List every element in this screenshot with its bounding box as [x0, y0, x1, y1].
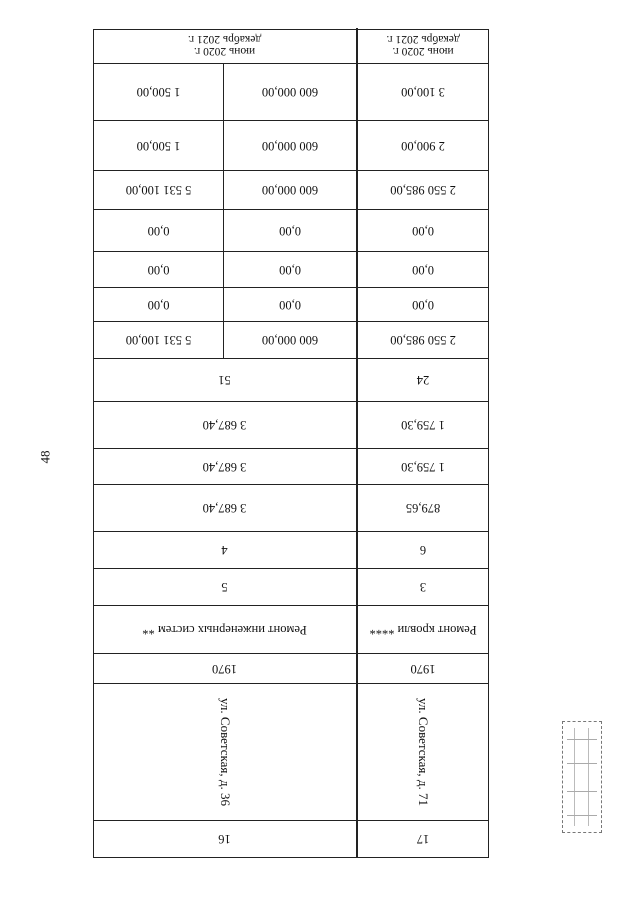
table-row-address	[94, 684, 488, 821]
cell-unit-b-16: 600 000,00	[223, 121, 357, 170]
table-row-number	[94, 821, 488, 857]
cell-area-a-17: 879,65	[357, 485, 488, 531]
cell-total-a-16: 5 531 100,00	[125, 333, 192, 348]
cell-area-b-16: 3 687,40	[93, 449, 357, 484]
cell-total-b-16: 600 000,00	[223, 322, 357, 358]
table-row-area-residential	[94, 402, 488, 449]
cell-work-16: Ремонт инженерных систем **	[93, 606, 357, 653]
cell-cost-a-16: 5 531 100,00	[125, 183, 192, 198]
cell-unit-a-16: 1 500,00	[136, 139, 181, 153]
address-text: ул. Советская, д. 36	[217, 697, 233, 807]
cell-year-17: 1970	[357, 654, 488, 683]
cell-cost-b-16: 600 000,00	[223, 171, 357, 209]
table-row-work-type	[94, 606, 488, 654]
table-row-year	[94, 654, 488, 684]
period-start: июнь 2020 г.	[193, 45, 256, 58]
cell-residents-17: 24	[357, 359, 488, 401]
address-text: ул. Советская, д. 71	[416, 697, 432, 807]
table-row-area-total	[94, 485, 488, 532]
cell-limit-a-16: 1 500,00	[136, 85, 181, 100]
table-row-residents	[94, 359, 488, 402]
cell-entrances-16: 4	[93, 532, 357, 568]
cell-num-16: 16	[93, 821, 357, 857]
table-row-fund-2	[94, 252, 488, 288]
table-row-area-living	[94, 449, 488, 485]
table-row-unit-cost	[94, 121, 488, 171]
cell-area-c-16: 3 687,40	[93, 402, 357, 448]
cell-year-16: 1970	[93, 654, 357, 683]
cell-z1-17: 0,00	[357, 288, 488, 321]
table-row-fund-1	[94, 288, 488, 322]
cell-address-17	[357, 684, 488, 820]
table-row-limit-cost	[94, 64, 488, 121]
period-end: декабрь 2021 г.	[187, 33, 262, 46]
cell-z3-17: 0,00	[357, 210, 488, 251]
cell-area-c-17: 1 759,30	[357, 402, 488, 448]
cell-limit-b-16: 600 000,00	[223, 64, 357, 120]
cell-z3-a-16: 0,00	[147, 224, 170, 238]
repair-schedule-table	[93, 29, 489, 858]
cell-z2-17: 0,00	[357, 252, 488, 287]
cell-z3-b-16: 0,00	[223, 210, 357, 251]
cell-floors-17: 3	[357, 569, 488, 605]
cell-period-16	[93, 28, 357, 63]
cell-z1-b-16: 0,00	[223, 288, 357, 321]
cell-z1-a-16: 0,00	[147, 298, 170, 312]
cell-area-b-17: 1 759,30	[357, 449, 488, 484]
cell-work-17: Ремонт кровли ****	[357, 606, 488, 653]
cell-area-a-16: 3 687,40	[93, 485, 357, 531]
cell-floors-16: 5	[93, 569, 357, 605]
cell-cost-17: 2 550 985,00	[357, 171, 488, 209]
cell-period-17	[357, 28, 488, 63]
cell-z2-b-16: 0,00	[223, 252, 357, 287]
page-number: 48	[37, 450, 53, 464]
cell-address-16	[93, 684, 357, 820]
period-end: декабрь 2021 г.	[386, 33, 460, 46]
cell-z2-a-16: 0,00	[147, 263, 170, 277]
cell-residents-16: 51	[93, 359, 357, 401]
cell-unit-17: 2 900,00	[357, 121, 488, 170]
period-start: июнь 2020 г.	[392, 45, 454, 58]
table-row-floors	[94, 569, 488, 606]
cell-total-17: 2 550 985,00	[357, 322, 488, 358]
table-row-entrances	[94, 532, 488, 569]
cell-entrances-17: 6	[357, 532, 488, 568]
table-row-fund-3	[94, 210, 488, 252]
cell-limit-17: 3 100,00	[357, 64, 488, 120]
table-row-owner-funds	[94, 171, 488, 210]
table-row-total-cost	[94, 322, 488, 359]
registration-stamp	[562, 721, 602, 833]
table-row-period	[94, 28, 488, 64]
cell-num-17: 17	[357, 821, 488, 857]
